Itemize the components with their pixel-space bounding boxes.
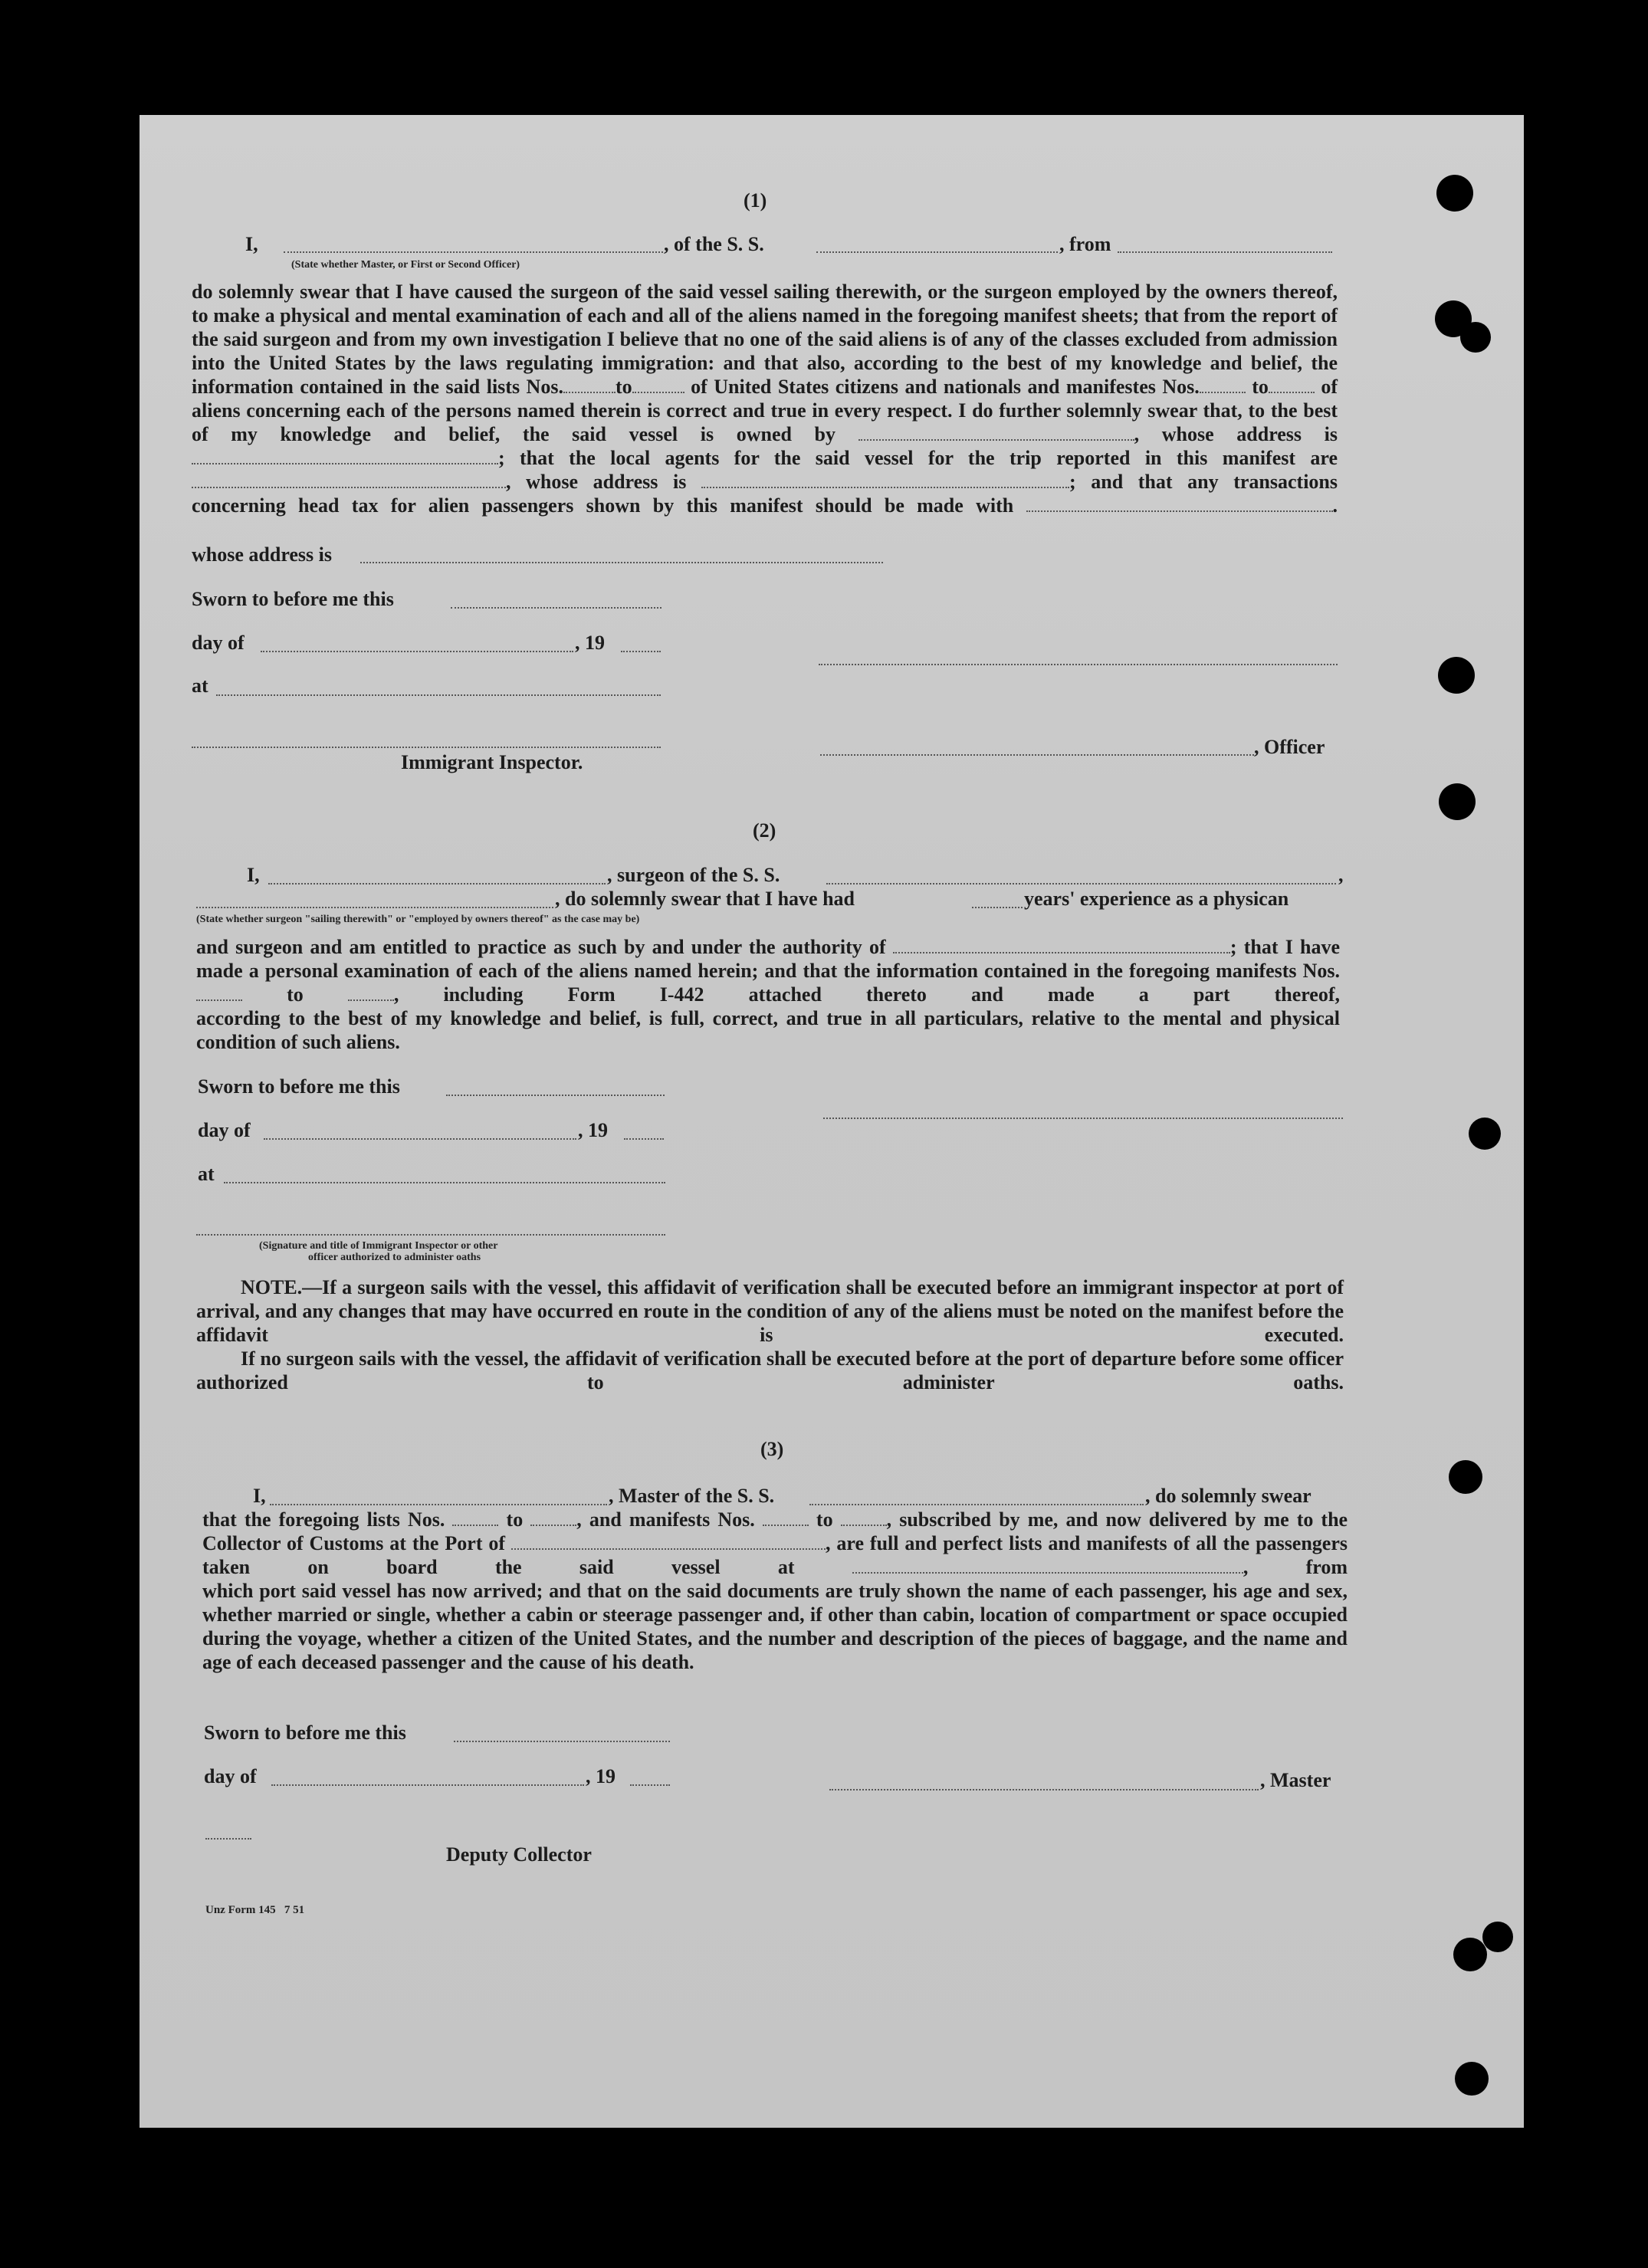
section-1-number: (1) xyxy=(744,189,767,212)
s1-manifests-from-field[interactable] xyxy=(1200,376,1246,393)
punch-hole xyxy=(1453,1938,1487,1971)
s1-manifests-to-field[interactable] xyxy=(1269,376,1315,393)
s3-year-label: , 19 xyxy=(586,1765,616,1787)
s2-i-label: I, xyxy=(247,864,260,886)
s1-from-port-field[interactable] xyxy=(1118,251,1332,253)
s1-vessel-name-field[interactable] xyxy=(816,251,1058,253)
s3-paragraph xyxy=(202,1508,1348,1579)
s1-p3: concerning each of the persons named therein is correct and true in every respect. I do further solemnly swear that, xyxy=(246,399,1243,422)
s1-officer-line[interactable] xyxy=(820,754,1254,756)
s3-p1e: , subscribed by me, and now delivered xyxy=(886,1508,1227,1531)
s1-sworn-day-field[interactable] xyxy=(451,607,661,609)
s3-collector-signature-line[interactable] xyxy=(205,1838,251,1840)
s2-sig-note-2: officer authorized to administer oaths xyxy=(308,1252,481,1263)
s2-at-label: at xyxy=(198,1163,215,1185)
s3-year-field[interactable] xyxy=(630,1784,670,1786)
punch-hole xyxy=(1482,1922,1513,1952)
s2-note-1 xyxy=(196,1275,1344,1347)
s1-signature-line[interactable] xyxy=(819,664,1338,665)
s2-manifests-to-field[interactable] xyxy=(348,984,394,1001)
s1-inspector-label: Immigrant Inspector. xyxy=(401,751,583,773)
s1-officer-label: , Officer xyxy=(1254,736,1325,758)
s1-lists-to-field[interactable] xyxy=(632,376,684,393)
s1-day-of-label: day of xyxy=(192,632,245,654)
s1-at-label: at xyxy=(192,674,208,697)
s1-p8a: whose address is xyxy=(192,543,333,566)
s2-manifests-from-field[interactable] xyxy=(196,984,242,1001)
s3-manifests-to-field[interactable] xyxy=(841,1509,887,1526)
s1-at-field[interactable] xyxy=(216,694,661,696)
s2-p2: that I have made a personal examination of each of the aliens named herein; and that the information contained xyxy=(196,936,1341,982)
s3-i-label: I, xyxy=(253,1485,266,1507)
s3-p2b: , are full and perfect lists and xyxy=(825,1532,1081,1554)
s1-agents-address-field[interactable] xyxy=(701,471,1069,488)
s2-p4: according to the best of my knowledge and belief, is full, correct, and true in all particulars, relative to the mental and physical condition of such aliens. xyxy=(196,1007,1340,1053)
s1-p2c: of United States citizens and nationals and manifestes Nos. xyxy=(691,376,1200,398)
s1-owner-address-field[interactable] xyxy=(192,448,498,464)
s3-p1d: to xyxy=(816,1508,833,1531)
s1-ss-label: , of the S. S. xyxy=(664,233,764,255)
s2-officer-signature-line[interactable] xyxy=(196,1234,665,1236)
s2-comma: , xyxy=(1338,864,1344,886)
s1-officer-rank-field[interactable] xyxy=(284,251,663,253)
s2-note-2 xyxy=(196,1347,1344,1394)
punch-hole xyxy=(1439,783,1476,820)
s2-years-label: years' experience as a physican xyxy=(1024,888,1289,910)
section-3-number: (3) xyxy=(760,1438,784,1460)
s2-p3a: in the foregoing manifests Nos. xyxy=(1073,960,1341,982)
punch-hole xyxy=(1438,657,1475,694)
s1-p2d: to xyxy=(1252,376,1269,398)
s2-sig-note-1: (Signature and title of Immigrant Inspector or other xyxy=(259,1240,498,1252)
s1-year-field[interactable] xyxy=(621,651,661,652)
punch-hole xyxy=(1469,1118,1501,1150)
s2-swear-label: , do solemnly swear that I have had xyxy=(555,888,855,910)
s1-year-label: , 19 xyxy=(575,632,605,654)
s3-p1c: , and manifests Nos. xyxy=(576,1508,755,1531)
punch-hole xyxy=(1455,2062,1489,2096)
s3-master-signature-line[interactable] xyxy=(829,1789,1259,1790)
s3-port-field[interactable] xyxy=(511,1533,826,1550)
s3-p3b: , from xyxy=(1243,1556,1348,1578)
s1-inspector-line[interactable] xyxy=(192,747,661,748)
s3-deputy-label: Deputy Collector xyxy=(446,1843,592,1866)
s1-from-label: , from xyxy=(1059,233,1111,255)
s1-sworn-label: Sworn to before me this xyxy=(192,588,394,610)
s2-note-p1: NOTE.—If a surgeon sails with the vessel, this affidavit of verification shall be executed before an immigrant inspector at port of arrival, and any changes that may have occurred en route in the condition of any of the aliens must be noted on the manifest before the affidavit is executed. xyxy=(196,1276,1344,1346)
s1-agents-field[interactable] xyxy=(192,471,506,488)
s3-paragraph-end xyxy=(202,1579,1348,1674)
s3-vessel-name-field[interactable] xyxy=(809,1504,1144,1505)
s3-p4: which port said vessel has now arrived; and that on the said documents are truly shown the name of each passenger, his age and sex, whether married or single, whether a cabin or steerage passenger and, if other than cabin, location of compartment or space occupied during the voyage, whether a citizen of the United States, and the number and description of the pieces of baggage, and the name and age of each deceased passenger and the cause of his death. xyxy=(202,1580,1348,1673)
s1-owner-field[interactable] xyxy=(858,424,1134,441)
s2-surgeon-name-field[interactable] xyxy=(268,883,606,885)
s1-p2e: of aliens xyxy=(192,376,1338,422)
s1-paragraph: do solemnly swear that I have caused the surgeon of the said vessel sailing therewith, or the surgeon employed by the owners thereof, to make a physical and mental examination of each and all of the aliens named in the foregoing manifest sheets; that from the report of the said surgeon and from my own investigation I believe that no one of the said aliens is of any of the classes excluded from admission into the United States by the laws regulating immigration: and that also, according to the best of my knowledge and belief, the information contained in the said lists Nos. to of United States citizens and nationals and manifestes Nos. to of aliens concerning each of the persons named therein is correct and true in every respect. I do further solemnly swear that, to the best of my knowledge and belief, the said vessel is owned by , whose address is ; that the local agents for the said vessel for the trip reported in this manifest are , whose address is ; and that any transactions concerning head tax for alien passengers shown by this manifest should be made with . xyxy=(192,281,1338,517)
s1-month-field[interactable] xyxy=(261,651,573,652)
s1-p5a: ; that the local agents for the said vessel for the trip reported in this manifest are xyxy=(498,447,1338,469)
s2-note-p2: If no surgeon sails with the vessel, the affidavit of verification shall be executed before at the port of departure before some officer authorized to administer oaths. xyxy=(196,1347,1344,1393)
punch-hole xyxy=(1449,1460,1482,1494)
s1-p4b: , whose address is xyxy=(1134,423,1338,445)
s2-day-of-label: day of xyxy=(198,1119,251,1141)
s2-capacity-note: (State whether surgeon "sailing therewith" or "employed by owners thereof" as the case may be) xyxy=(196,914,640,925)
s2-ss-label: , surgeon of the S. S. xyxy=(607,864,780,886)
s3-master-sig-label: , Master xyxy=(1260,1769,1331,1791)
s3-sworn-label: Sworn to before me this xyxy=(204,1722,406,1744)
s3-p1b: to xyxy=(506,1508,524,1531)
s3-master-name-field[interactable] xyxy=(270,1504,607,1505)
s2-paragraph xyxy=(196,935,1340,1006)
s1-p6a: , whose address is xyxy=(506,471,687,493)
s3-day-of-label: day of xyxy=(204,1765,257,1787)
s3-lists-to-field[interactable] xyxy=(530,1509,576,1526)
punch-hole xyxy=(1436,175,1473,212)
s3-boarding-port-field[interactable] xyxy=(852,1557,1243,1574)
s2-year-field[interactable] xyxy=(624,1138,664,1140)
s1-lists-from-field[interactable] xyxy=(563,376,616,393)
s3-lists-from-field[interactable] xyxy=(452,1509,498,1526)
s1-p2a: in the said lists Nos. xyxy=(389,376,563,398)
s3-swear-label: , do solemnly swear xyxy=(1145,1485,1312,1507)
s2-p3c: , including Form I-442 attached thereto and made a part thereof, xyxy=(393,983,1341,1006)
s2-year-label: , 19 xyxy=(578,1119,608,1141)
section-2-number: (2) xyxy=(753,819,776,842)
s2-month-field[interactable] xyxy=(264,1138,576,1140)
s3-manifests-from-field[interactable] xyxy=(763,1509,809,1526)
s1-officer-note: (State whether Master, or First or Second Officer) xyxy=(291,259,520,271)
s1-i-label: I, xyxy=(245,233,258,255)
s3-month-field[interactable] xyxy=(271,1784,584,1786)
s2-paragraph-end xyxy=(196,1006,1340,1054)
s2-authority-field[interactable] xyxy=(893,937,1230,953)
s1-headtax-address-field[interactable] xyxy=(360,562,883,563)
punch-hole xyxy=(1460,322,1491,353)
s1-headtax-field[interactable] xyxy=(1026,495,1333,512)
s3-master-label: , Master of the S. S. xyxy=(609,1485,775,1507)
s2-at-field[interactable] xyxy=(224,1182,665,1183)
s2-years-field[interactable] xyxy=(972,907,1023,908)
s3-sworn-day-field[interactable] xyxy=(454,1741,670,1742)
form-id: Unz Form 145 7 51 xyxy=(205,1904,305,1916)
s2-p3b: to xyxy=(287,983,304,1006)
s2-vessel-name-field[interactable] xyxy=(826,883,1336,885)
s2-sworn-label: Sworn to before me this xyxy=(198,1075,400,1098)
s2-sworn-day-field[interactable] xyxy=(446,1095,665,1096)
s3-p2a: by me to the Collector of Customs at the Port of xyxy=(202,1508,1348,1554)
s1-p1: do solemnly swear that I have caused the surgeon of the said vessel sailing therewith, or the surgeon employed by the owners thereof, to make a physical and mental examination of each and all of the aliens named in the foregoing manifest sheets; that from the report of the said surgeon and from my own investigation I believe that no one of the said aliens is of any of the classes excluded from admission into the United States by the laws regulating immigration: and that also, according to the best of my knowledge and belief, the information contained xyxy=(192,281,1338,398)
s2-p1a: and surgeon and am entitled to practice as such by and under the authority of xyxy=(196,936,886,958)
s3-p3a: manifests of all the passengers taken on board the said vessel at xyxy=(202,1532,1348,1578)
s2-signature-line[interactable] xyxy=(823,1118,1343,1119)
s3-p1a: that the foregoing lists Nos. xyxy=(202,1508,445,1531)
s2-capacity-field[interactable] xyxy=(196,907,553,908)
s2-p1b: ; xyxy=(1229,936,1237,958)
s1-p4a: to the best of my knowledge and belief, the said vessel is owned by xyxy=(192,399,1338,445)
s1-p2b: to xyxy=(615,376,632,398)
s1-p6b: ; and that any transactions xyxy=(1069,471,1338,493)
s1-p7a: concerning head tax for alien passengers shown by this manifest should be made with xyxy=(192,494,1014,517)
